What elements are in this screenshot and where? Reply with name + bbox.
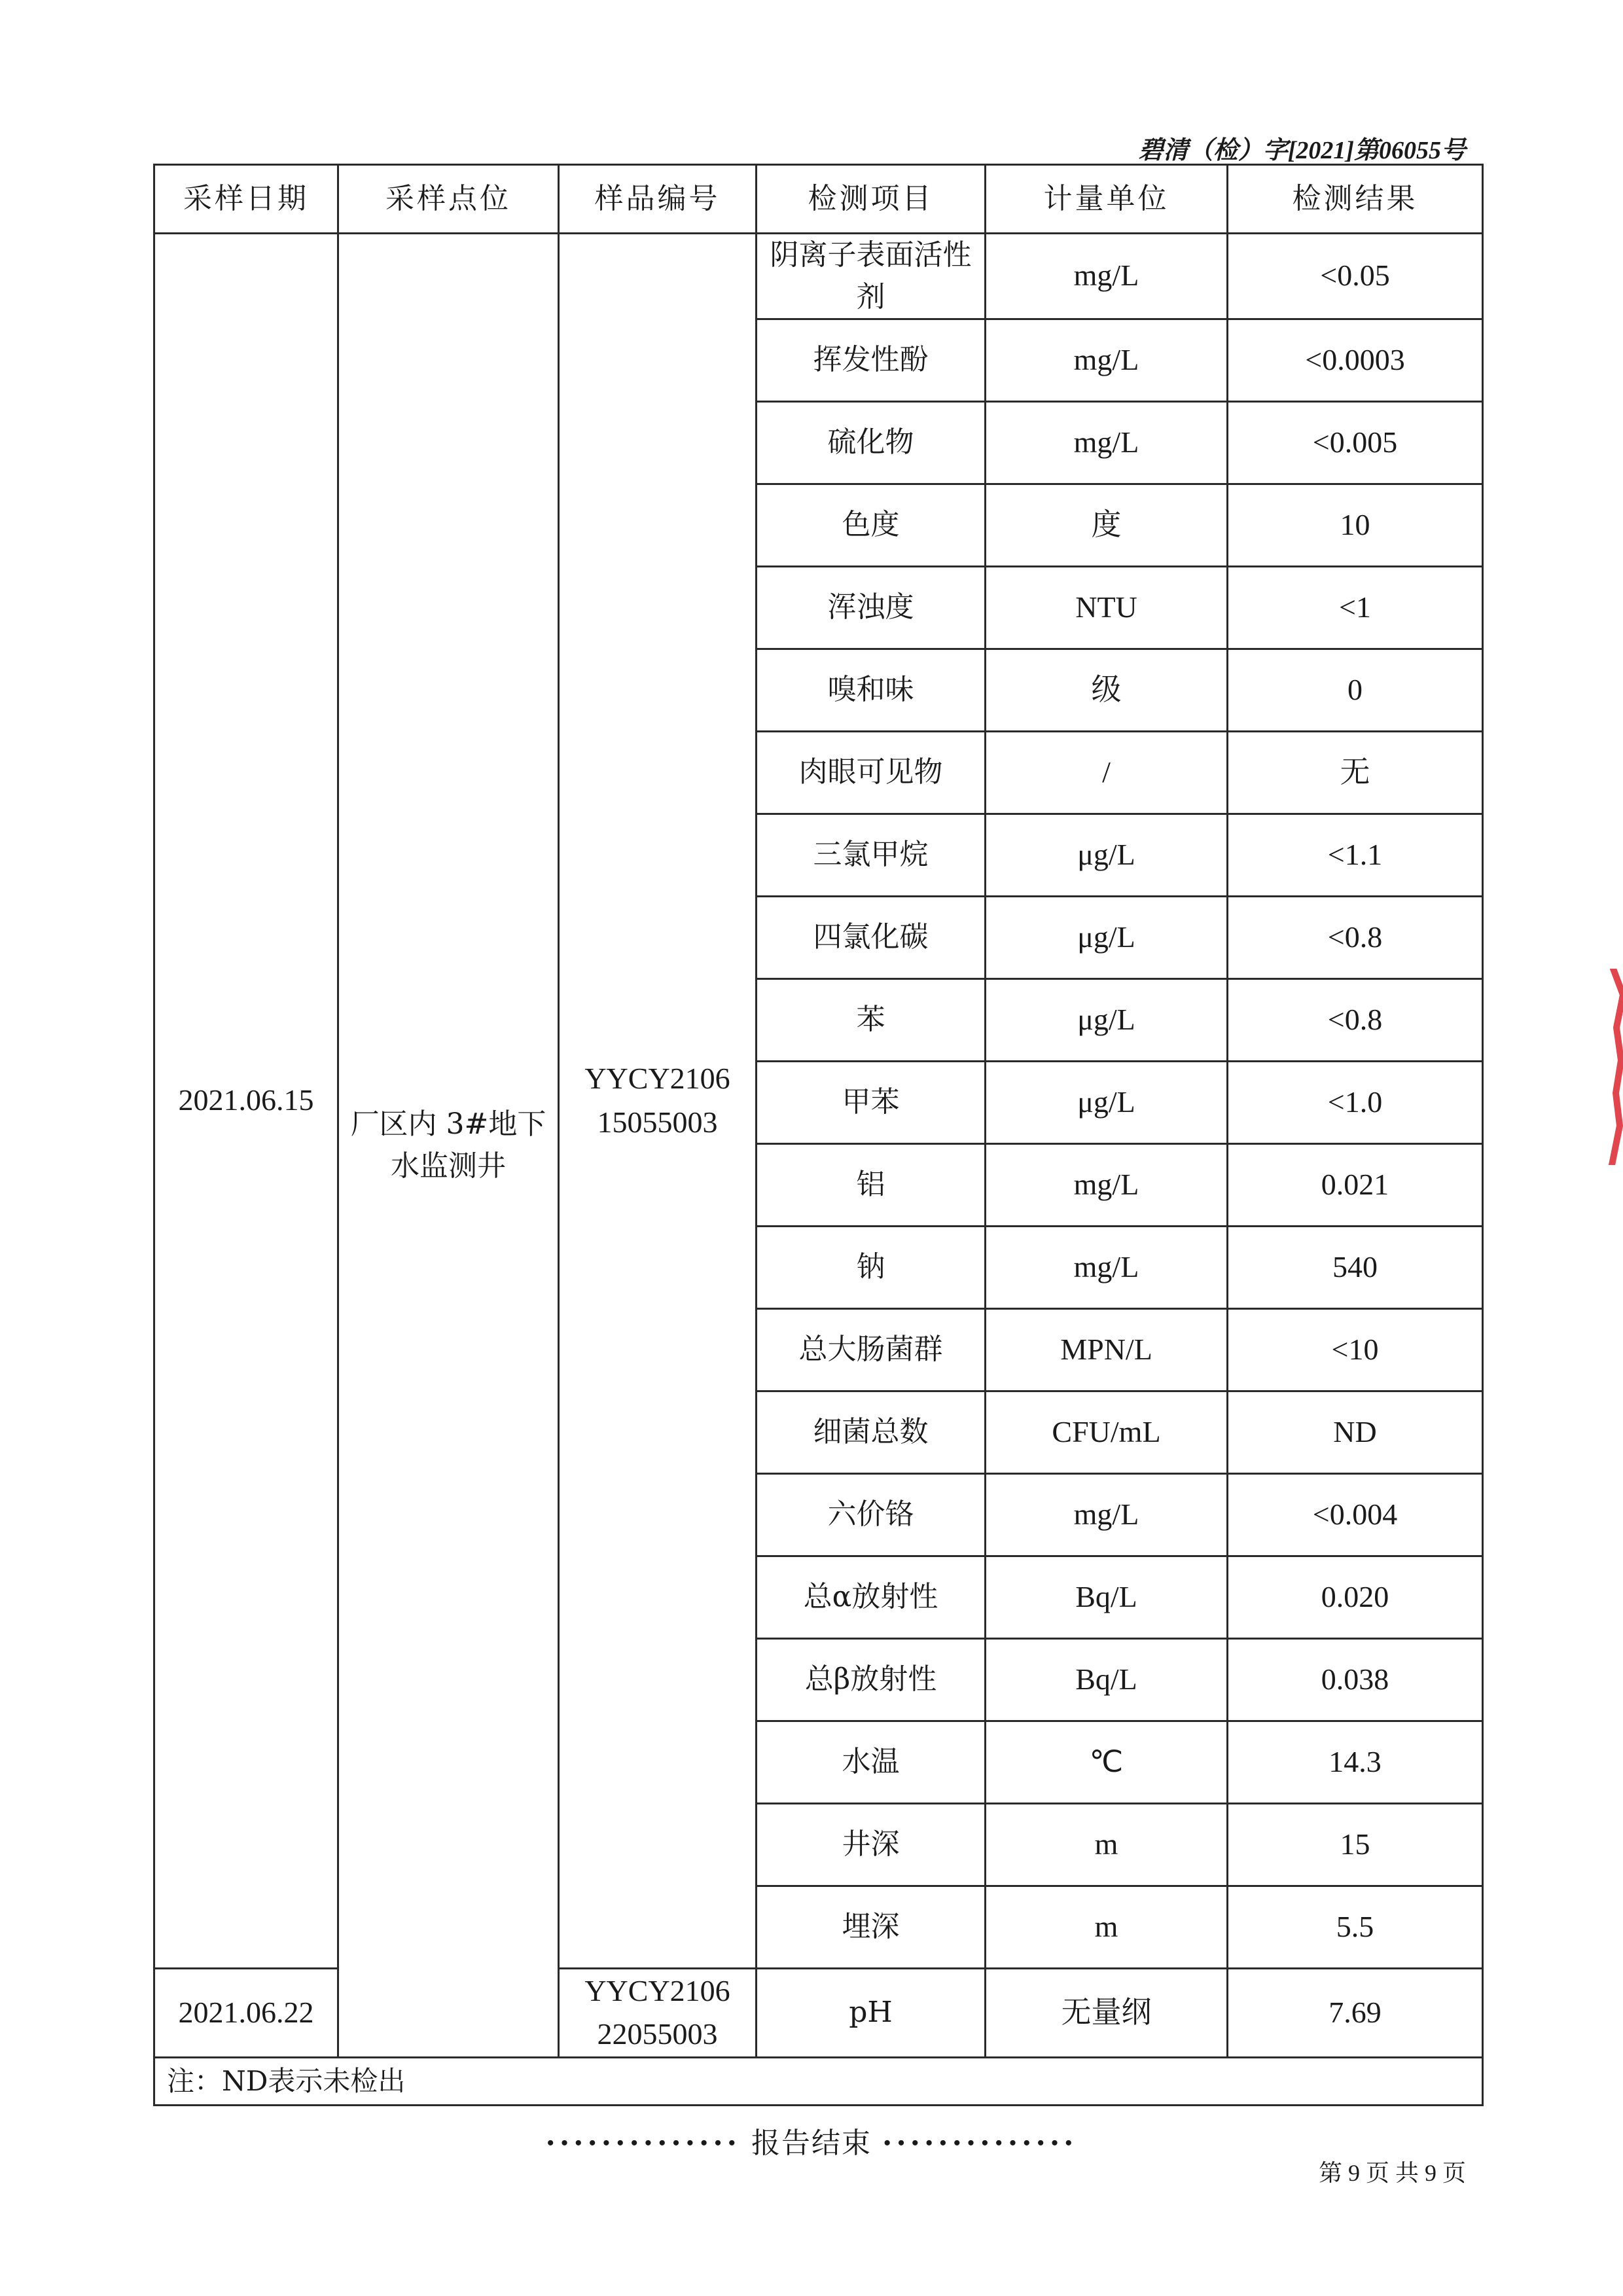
result: 0.038 [1228,1638,1483,1721]
test-item: 阴离子表面活性剂 [757,234,986,319]
test-item: 总大肠菌群 [757,1308,986,1391]
result: <0.004 [1228,1473,1483,1556]
result: 无 [1228,731,1483,814]
test-item: 硫化物 [757,401,986,484]
header-sample-date: 采样日期 [154,165,338,234]
header-sample-id: 样品编号 [559,165,757,234]
result: 7.69 [1228,1968,1483,2057]
test-item: 钠 [757,1226,986,1308]
unit: mg/L [986,1226,1228,1308]
sample-location: 厂区内 3#地下水监测井 [338,234,559,2058]
unit: 级 [986,649,1228,731]
unit: Bq/L [986,1556,1228,1638]
sample-date: 2021.06.22 [154,1968,338,2057]
sample-date: 2021.06.15 [154,234,338,1969]
test-item: 色度 [757,484,986,566]
end-dots-left: ·············· [545,2126,741,2160]
unit: m [986,1886,1228,1968]
report-number: 碧清（检）字[2021]第06055号 [1138,137,1466,164]
unit: mg/L [986,1143,1228,1226]
test-item: 井深 [757,1803,986,1886]
result: <1.0 [1228,1061,1483,1143]
result: <1.1 [1228,814,1483,896]
report-end-text: 报告结束 [751,2126,872,2160]
result: <0.8 [1228,896,1483,978]
header-unit: 计量单位 [986,165,1228,234]
result: <1 [1228,566,1483,649]
result: <0.8 [1228,978,1483,1061]
test-item: pH [757,1968,986,2057]
test-item: 六价铬 [757,1473,986,1556]
table-note-row [154,2057,1483,2105]
result: ND [1228,1391,1483,1473]
unit: Bq/L [986,1638,1228,1721]
test-item: 三氯甲烷 [757,814,986,896]
page-number: 第 9 页 共 9 页 [1318,2160,1466,2186]
unit: 度 [986,484,1228,566]
test-item: 挥发性酚 [757,319,986,401]
unit: mg/L [986,401,1228,484]
result: 540 [1228,1226,1483,1308]
sample-id: YYCY2106 15055003 [559,234,757,1969]
unit: μg/L [986,814,1228,896]
test-item: 肉眼可见物 [757,731,986,814]
unit: mg/L [986,1473,1228,1556]
sample-id: YYCY2106 22055003 [559,1968,757,2057]
table-row [154,234,1483,319]
unit: / [986,731,1228,814]
header-result: 检测结果 [1228,165,1483,234]
result: 10 [1228,484,1483,566]
test-item: 总β放射性 [757,1638,986,1721]
test-item: 水温 [757,1721,986,1803]
test-item: 总α放射性 [757,1556,986,1638]
result: <0.0003 [1228,319,1483,401]
end-dots-right: ·············· [882,2126,1078,2160]
header-test-item: 检测项目 [757,165,986,234]
header-sample-location: 采样点位 [338,165,559,234]
result: 0 [1228,649,1483,731]
table-header-row [154,165,1483,234]
unit: μg/L [986,896,1228,978]
test-item: 浑浊度 [757,566,986,649]
test-item: 埋深 [757,1886,986,1968]
test-item: 四氯化碳 [757,896,986,978]
unit: μg/L [986,978,1228,1061]
unit: CFU/mL [986,1391,1228,1473]
red-seal-edge [1587,969,1623,1165]
unit: MPN/L [986,1308,1228,1391]
results-table [153,164,1484,2106]
unit: m [986,1803,1228,1886]
test-item: 甲苯 [757,1061,986,1143]
result: <0.05 [1228,234,1483,319]
result: 0.020 [1228,1556,1483,1638]
unit: 无量纲 [986,1968,1228,2057]
unit: ℃ [986,1721,1228,1803]
result: 15 [1228,1803,1483,1886]
result: <10 [1228,1308,1483,1391]
test-item: 嗅和味 [757,649,986,731]
test-item: 苯 [757,978,986,1061]
result: 0.021 [1228,1143,1483,1226]
unit: NTU [986,566,1228,649]
result: 14.3 [1228,1721,1483,1803]
test-item: 细菌总数 [757,1391,986,1473]
table-note: 注：ND表示未检出 [154,2057,1483,2105]
result: 5.5 [1228,1886,1483,1968]
unit: mg/L [986,234,1228,319]
unit: mg/L [986,319,1228,401]
unit: μg/L [986,1061,1228,1143]
result: <0.005 [1228,401,1483,484]
test-item: 铝 [757,1143,986,1226]
